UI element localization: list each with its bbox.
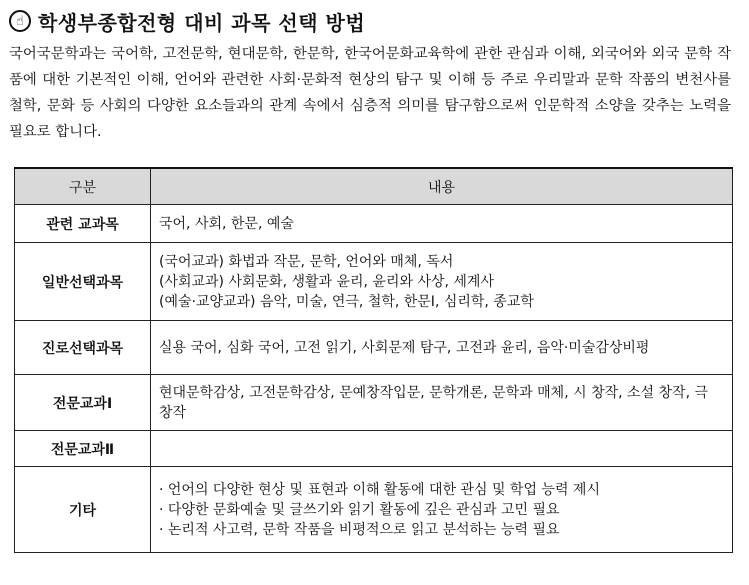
- content-line: · 논리적 사고력, 문학 작품을 비평적으로 읽고 분석하는 능력 필요: [159, 521, 560, 538]
- row-content: [151, 205, 733, 243]
- row-label: 전문교과Ⅰ: [15, 375, 151, 431]
- row-label: 기타: [15, 467, 151, 553]
- content-line: (사회교과) 사회문화, 생활과 윤리, 윤리와 사상, 세계사: [159, 273, 494, 290]
- row-label: 관련 교과목: [15, 205, 151, 243]
- content-line: 실용 국어, 심화 국어, 고전 읽기, 사회문제 탐구, 고전과 윤리, 음악·미술감상비평: [159, 339, 650, 356]
- pointing-hand-icon: ☝: [9, 10, 31, 32]
- row-content: [151, 375, 733, 431]
- content-line: (예술·교양교과) 음악, 미술, 연극, 철학, 한문Ⅰ, 심리학, 종교학: [159, 293, 534, 310]
- table-row: [15, 205, 733, 243]
- content-line: 국어, 사회, 한문, 예술: [159, 215, 294, 232]
- row-content: [151, 321, 733, 375]
- table-row: [15, 243, 733, 321]
- table-row: [15, 375, 733, 431]
- section-title: 학생부종합전형 대비 과목 선택 방법: [38, 10, 366, 35]
- table-row: [15, 431, 733, 467]
- content-line: (국어교과) 화법과 작문, 문학, 언어와 매체, 독서: [159, 253, 454, 270]
- row-content: [151, 243, 733, 321]
- header-category: 구분: [15, 168, 151, 205]
- intro-paragraph: 국어국문학과는 국어학, 고전문학, 현대문학, 한문학, 한국어문화교육학에 관한 관심과 이해, 외국어와 외국 문학 작품에 대한 기본적인 이해, 언어와 관련한 사회·문화적 현상의 탐구 및 이해 등 주로 우리말과 문학 작품의 변천사를 철학, 문화 등 사회의 다양한 요소들과의 관계 속에서 심층적 의미를 탐구함으로써 인문학적 소양을 갖추는 노력을 필요로 합니다.: [9, 46, 731, 140]
- section-heading: [9, 6, 365, 36]
- subject-table: [14, 167, 733, 553]
- row-label: 일반선택과목: [15, 243, 151, 321]
- table-row: [15, 467, 733, 553]
- content-line: · 언어의 다양한 현상 및 표현과 이해 활동에 대한 관심 및 학업 능력 제시: [159, 481, 600, 498]
- row-content: [151, 431, 733, 467]
- row-label: 진로선택과목: [15, 321, 151, 375]
- content-line: · 다양한 문화예술 및 글쓰기와 읽기 활동에 깊은 관심과 고민 필요: [159, 501, 560, 518]
- row-content: [151, 467, 733, 553]
- row-label: 전문교과Ⅱ: [15, 431, 151, 467]
- table-header-row: [15, 168, 733, 205]
- content-line: 현대문학감상, 고전문학감상, 문예창작입문, 문학개론, 문학과 매체, 시 창작, 소설 창작, 극 창작: [159, 384, 708, 421]
- header-content: 내용: [151, 168, 733, 205]
- table-row: [15, 321, 733, 375]
